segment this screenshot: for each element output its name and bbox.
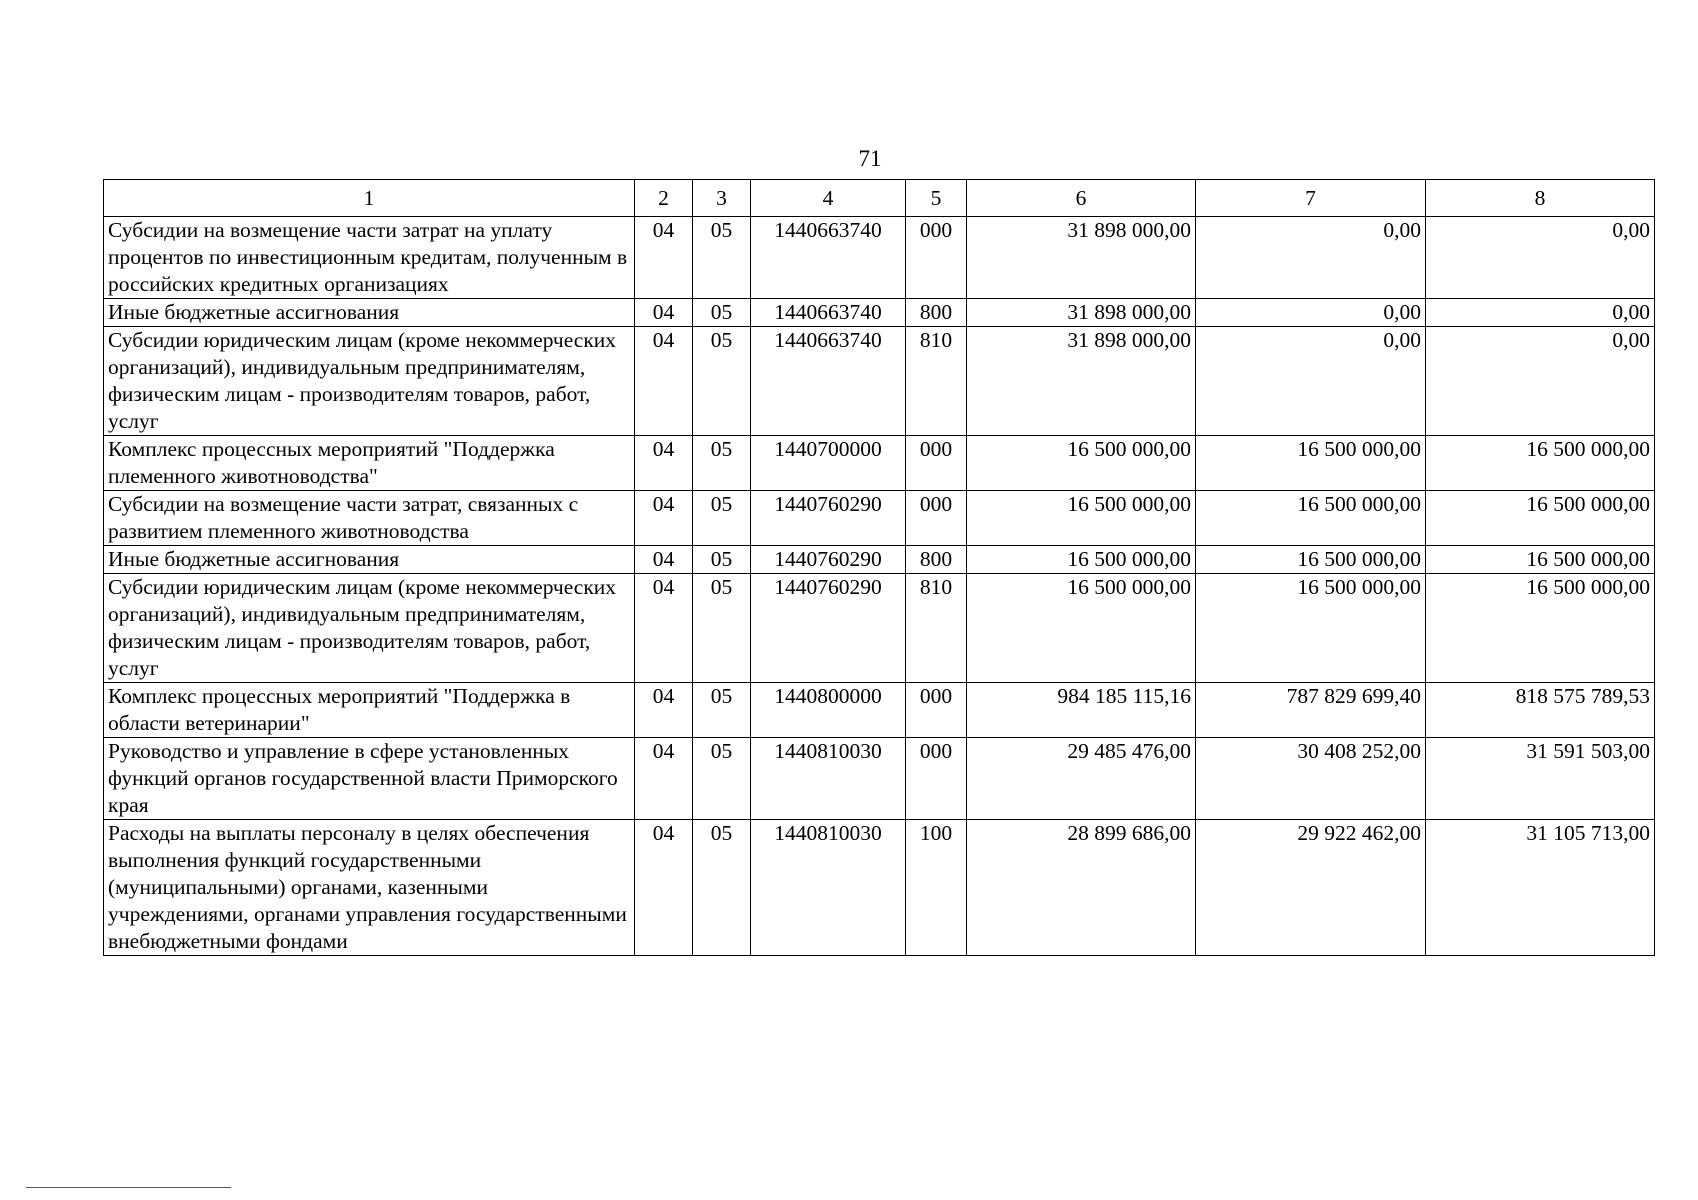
header-col-6: 6: [967, 180, 1196, 217]
row-subsection: 05: [693, 299, 751, 327]
row-amount-6: 29 485 476,00: [967, 738, 1196, 820]
row-target-article: 1440663740: [751, 327, 906, 436]
row-target-article: 1440663740: [751, 217, 906, 299]
row-subsection: 05: [693, 436, 751, 491]
row-amount-7: 0,00: [1196, 217, 1426, 299]
header-col-8: 8: [1426, 180, 1655, 217]
row-section: 04: [635, 574, 693, 683]
row-amount-8: 31 591 503,00: [1426, 738, 1655, 820]
row-amount-7: 16 500 000,00: [1196, 491, 1426, 546]
header-col-3: 3: [693, 180, 751, 217]
row-expense-type: 000: [906, 217, 967, 299]
row-amount-7: 0,00: [1196, 327, 1426, 436]
row-target-article: 1440760290: [751, 491, 906, 546]
table-row: [104, 738, 1655, 820]
row-target-article: 1440810030: [751, 820, 906, 956]
row-amount-6: 31 898 000,00: [967, 217, 1196, 299]
row-section: 04: [635, 217, 693, 299]
table-row: [104, 217, 1655, 299]
row-amount-8: 0,00: [1426, 217, 1655, 299]
row-subsection: 05: [693, 491, 751, 546]
row-name: Субсидии на возмещение части затрат, связанных с развитием племенного животноводства: [104, 491, 635, 546]
table-row: [104, 327, 1655, 436]
footnote-separator: [26, 1187, 231, 1188]
row-subsection: 05: [693, 327, 751, 436]
row-name: Комплекс процессных мероприятий "Поддержка племенного животноводства": [104, 436, 635, 491]
row-section: 04: [635, 436, 693, 491]
row-amount-7: 16 500 000,00: [1196, 436, 1426, 491]
header-col-7: 7: [1196, 180, 1426, 217]
row-target-article: 1440760290: [751, 574, 906, 683]
row-expense-type: 000: [906, 436, 967, 491]
row-amount-6: 984 185 115,16: [967, 683, 1196, 738]
header-col-5: 5: [906, 180, 967, 217]
row-subsection: 05: [693, 217, 751, 299]
row-name: Комплекс процессных мероприятий "Поддержка в области ветеринарии": [104, 683, 635, 738]
row-section: 04: [635, 327, 693, 436]
header-row: [104, 180, 1655, 217]
row-target-article: 1440663740: [751, 299, 906, 327]
row-name: Иные бюджетные ассигнования: [104, 546, 635, 574]
row-amount-8: 16 500 000,00: [1426, 436, 1655, 491]
row-amount-7: 16 500 000,00: [1196, 546, 1426, 574]
row-subsection: 05: [693, 574, 751, 683]
row-expense-type: 800: [906, 299, 967, 327]
row-amount-7: 0,00: [1196, 299, 1426, 327]
row-amount-8: 16 500 000,00: [1426, 491, 1655, 546]
row-amount-6: 31 898 000,00: [967, 327, 1196, 436]
row-target-article: 1440810030: [751, 738, 906, 820]
row-name: Субсидии на возмещение части затрат на уплату процентов по инвестиционным кредитам, полученным в российских кредитных организациях: [104, 217, 635, 299]
row-subsection: 05: [693, 820, 751, 956]
row-amount-6: 28 899 686,00: [967, 820, 1196, 956]
row-target-article: 1440760290: [751, 546, 906, 574]
row-amount-8: 16 500 000,00: [1426, 574, 1655, 683]
row-amount-6: 16 500 000,00: [967, 436, 1196, 491]
row-section: 04: [635, 683, 693, 738]
row-amount-8: 0,00: [1426, 299, 1655, 327]
row-amount-6: 16 500 000,00: [967, 546, 1196, 574]
table-row: [104, 820, 1655, 956]
row-amount-8: 16 500 000,00: [1426, 546, 1655, 574]
row-name: Иные бюджетные ассигнования: [104, 299, 635, 327]
header-col-4: 4: [751, 180, 906, 217]
table-row: [104, 574, 1655, 683]
row-target-article: 1440700000: [751, 436, 906, 491]
row-target-article: 1440800000: [751, 683, 906, 738]
row-expense-type: 100: [906, 820, 967, 956]
row-amount-7: 787 829 699,40: [1196, 683, 1426, 738]
table-row: [104, 436, 1655, 491]
row-subsection: 05: [693, 683, 751, 738]
row-section: 04: [635, 738, 693, 820]
row-name: Расходы на выплаты персоналу в целях обеспечения выполнения функций государственными (муниципальными) органами, казенными учреждениями, органами управления государственными внебюджетными фондами: [104, 820, 635, 956]
row-section: 04: [635, 546, 693, 574]
budget-table: [103, 179, 1655, 956]
row-section: 04: [635, 299, 693, 327]
row-expense-type: 810: [906, 327, 967, 436]
row-expense-type: 000: [906, 738, 967, 820]
row-section: 04: [635, 491, 693, 546]
row-amount-7: 29 922 462,00: [1196, 820, 1426, 956]
row-subsection: 05: [693, 546, 751, 574]
row-expense-type: 800: [906, 546, 967, 574]
header-col-1: 1: [104, 180, 635, 217]
row-expense-type: 810: [906, 574, 967, 683]
row-expense-type: 000: [906, 491, 967, 546]
row-amount-6: 16 500 000,00: [967, 491, 1196, 546]
table-row: [104, 683, 1655, 738]
row-name: Субсидии юридическим лицам (кроме некоммерческих организаций), индивидуальным предпринимателям, физическим лицам - производителям товаров, работ, услуг: [104, 327, 635, 436]
row-amount-8: 818 575 789,53: [1426, 683, 1655, 738]
row-amount-6: 16 500 000,00: [967, 574, 1196, 683]
row-amount-7: 30 408 252,00: [1196, 738, 1426, 820]
row-amount-8: 0,00: [1426, 327, 1655, 436]
row-amount-6: 31 898 000,00: [967, 299, 1196, 327]
header-col-2: 2: [635, 180, 693, 217]
row-subsection: 05: [693, 738, 751, 820]
row-section: 04: [635, 820, 693, 956]
table-row: [104, 491, 1655, 546]
row-name: Руководство и управление в сфере установленных функций органов государственной власти Приморского края: [104, 738, 635, 820]
row-amount-8: 31 105 713,00: [1426, 820, 1655, 956]
page-number: 71: [858, 146, 882, 171]
table-row: [104, 299, 1655, 327]
row-expense-type: 000: [906, 683, 967, 738]
row-name: Субсидии юридическим лицам (кроме некоммерческих организаций), индивидуальным предпринимателям, физическим лицам - производителям товаров, работ, услуг: [104, 574, 635, 683]
table-row: [104, 546, 1655, 574]
row-amount-7: 16 500 000,00: [1196, 574, 1426, 683]
